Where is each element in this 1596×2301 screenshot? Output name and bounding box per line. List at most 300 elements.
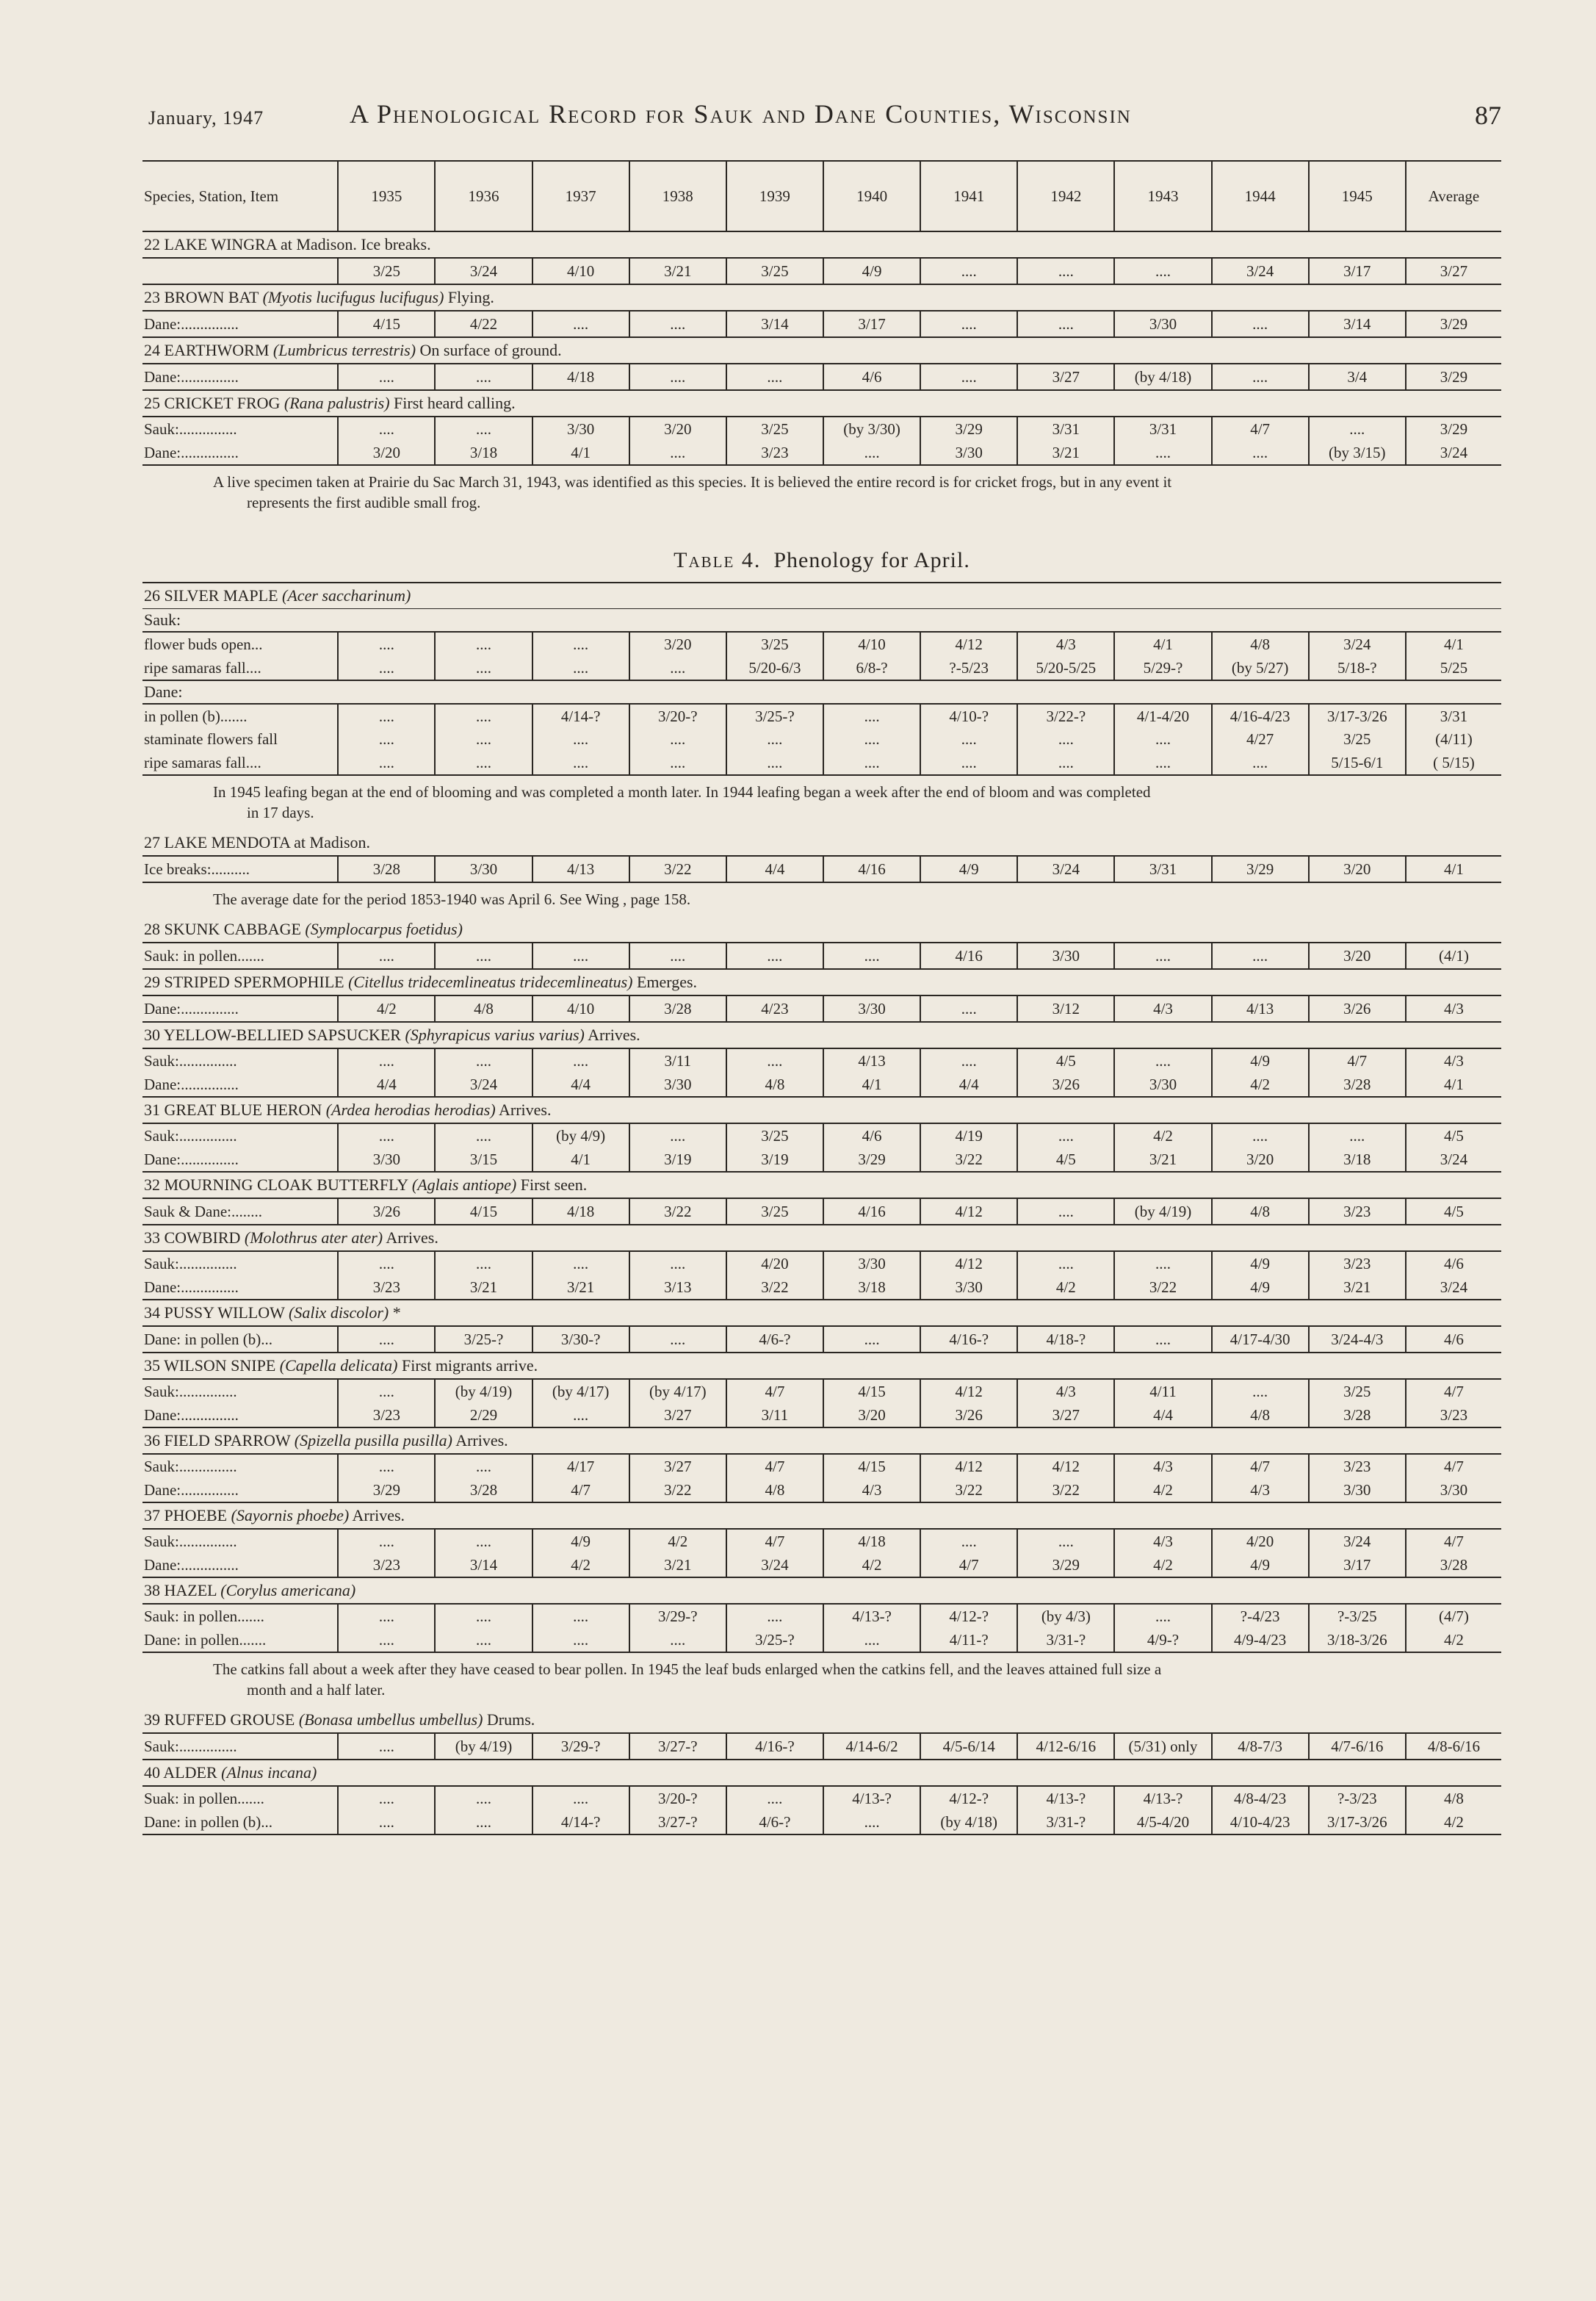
year-cell: 4/15: [338, 311, 435, 337]
note-text: [142, 775, 1501, 830]
year-cell: ....: [823, 1326, 920, 1353]
year-cell: ....: [532, 1403, 629, 1427]
year-cell: 5/15-6/1: [1309, 751, 1406, 775]
year-cell: 3/21: [1114, 1148, 1211, 1172]
year-cell: 3/20-?: [629, 704, 726, 728]
year-cell: 4/1: [1114, 632, 1211, 656]
species-event: Arrives.: [495, 1101, 552, 1119]
year-cell: 3/27: [629, 1454, 726, 1478]
row-label: Sauk:...............: [142, 1251, 338, 1275]
column-header-1945: 1945: [1309, 162, 1406, 231]
average-cell: 3/29: [1406, 311, 1501, 337]
year-cell: 3/24: [1212, 258, 1309, 284]
species-number: 22: [144, 235, 165, 253]
year-cell: 3/25: [726, 1198, 823, 1225]
year-cell: 3/29: [920, 417, 1017, 441]
average-cell: (4/11): [1406, 728, 1501, 751]
station-name: Sauk:: [142, 609, 1501, 633]
year-cell: 3/26: [920, 1403, 1017, 1427]
row-label: Dane:...............: [142, 1073, 338, 1097]
average-cell: 3/29: [1406, 417, 1501, 441]
species-name: LAKE MENDOTA: [164, 833, 295, 851]
species-name: SKUNK CABBAGE: [164, 920, 306, 938]
year-cell: 4/13-?: [823, 1604, 920, 1628]
species-title: [142, 1300, 1501, 1326]
year-cell: 3/22: [629, 856, 726, 882]
year-cell: ....: [629, 364, 726, 390]
year-cell: ....: [338, 364, 435, 390]
year-cell: ....: [1212, 364, 1309, 390]
species-title-row: [142, 1707, 1501, 1733]
row-label: in pollen (b).......: [142, 704, 338, 728]
year-cell: ....: [1114, 258, 1211, 284]
note-line: in 17 days.: [247, 804, 314, 821]
year-cell: 3/25: [726, 417, 823, 441]
year-cell: 4/9-?: [1114, 1628, 1211, 1652]
row-label: flower buds open...: [142, 632, 338, 656]
year-cell: 4/27: [1212, 728, 1309, 751]
year-cell: (by 4/18): [920, 1810, 1017, 1834]
table-row: [142, 1403, 1501, 1427]
species-event: Arrives.: [452, 1431, 508, 1450]
species-number: 39: [144, 1710, 165, 1729]
year-cell: 3/25-?: [726, 1628, 823, 1652]
species-name: YELLOW-BELLIED SAPSUCKER: [163, 1026, 405, 1044]
year-cell: 3/30-?: [532, 1326, 629, 1353]
species-number: 38: [144, 1581, 165, 1599]
row-label: [142, 258, 338, 284]
average-cell: 4/5: [1406, 1198, 1501, 1225]
year-cell: 3/18-3/26: [1309, 1628, 1406, 1652]
year-cell: 3/20: [338, 441, 435, 465]
table-row: [142, 311, 1501, 337]
year-cell: ....: [435, 632, 532, 656]
year-cell: 4/7: [1212, 417, 1309, 441]
year-cell: 4/4: [338, 1073, 435, 1097]
year-cell: 3/20: [629, 417, 726, 441]
species-name: LAKE WINGRA: [164, 235, 281, 253]
year-cell: ....: [1114, 1604, 1211, 1628]
year-cell: 3/30: [435, 856, 532, 882]
year-cell: 4/9: [1212, 1275, 1309, 1300]
year-cell: 4/13-?: [823, 1786, 920, 1810]
species-title: [142, 1172, 1501, 1198]
year-cell: 4/7: [1212, 1454, 1309, 1478]
year-cell: 4/9: [1212, 1553, 1309, 1577]
year-cell: ....: [338, 1251, 435, 1275]
year-cell: ....: [532, 1251, 629, 1275]
year-cell: 4/9: [823, 258, 920, 284]
year-cell: ....: [532, 1786, 629, 1810]
row-label: Dane:...............: [142, 441, 338, 465]
year-cell: 4/8: [1212, 632, 1309, 656]
species-title-row: [142, 231, 1501, 258]
species-event: Arrives.: [349, 1506, 405, 1524]
species-title-row: [142, 917, 1501, 943]
year-cell: ....: [338, 1379, 435, 1403]
station-subhead: [142, 609, 1501, 633]
year-cell: ....: [920, 995, 1017, 1022]
year-cell: 4/16-?: [920, 1326, 1017, 1353]
row-label: Dane: in pollen (b)...: [142, 1326, 338, 1353]
year-cell: 3/30: [1114, 1073, 1211, 1097]
year-cell: ....: [1309, 1123, 1406, 1148]
species-event: Flying.: [444, 288, 494, 306]
year-cell: 3/24: [726, 1553, 823, 1577]
year-cell: 3/31-?: [1017, 1628, 1114, 1652]
note-row: [142, 882, 1501, 917]
year-cell: 4/2: [823, 1553, 920, 1577]
species-event: *: [389, 1303, 401, 1322]
average-cell: 4/8-6/16: [1406, 1733, 1501, 1760]
year-cell: 4/22: [435, 311, 532, 337]
average-cell: 4/2: [1406, 1628, 1501, 1652]
year-cell: 3/24: [1309, 1529, 1406, 1553]
year-cell: 3/23: [338, 1553, 435, 1577]
year-cell: 4/6-?: [726, 1326, 823, 1353]
year-cell: ....: [920, 364, 1017, 390]
year-cell: 4/12: [920, 1379, 1017, 1403]
year-cell: 4/16: [823, 856, 920, 882]
year-cell: 3/29-?: [629, 1604, 726, 1628]
year-cell: 3/30: [823, 1251, 920, 1275]
year-cell: 4/20: [1212, 1529, 1309, 1553]
species-title: [142, 830, 1501, 856]
year-cell: ....: [823, 1810, 920, 1834]
year-cell: 4/8: [1212, 1198, 1309, 1225]
year-cell: 4/6: [823, 1123, 920, 1148]
year-cell: (by 3/30): [823, 417, 920, 441]
year-cell: 3/25: [726, 1123, 823, 1148]
year-cell: ....: [532, 656, 629, 680]
average-cell: 4/8: [1406, 1786, 1501, 1810]
species-number: 28: [144, 920, 165, 938]
year-cell: ....: [435, 1810, 532, 1834]
table-row: [142, 1810, 1501, 1834]
year-cell: 4/6-?: [726, 1810, 823, 1834]
year-cell: (by 4/18): [1114, 364, 1211, 390]
year-cell: ....: [338, 1326, 435, 1353]
note-line: A live specimen taken at Prairie du Sac March 31, 1943, was identified as this species. It is believed the entire record is for cricket frogs, but in any event it: [213, 473, 1172, 491]
year-cell: 3/29-?: [532, 1733, 629, 1760]
year-cell: 4/14-6/2: [823, 1733, 920, 1760]
year-cell: ....: [338, 728, 435, 751]
table-row: [142, 1198, 1501, 1225]
species-title: [142, 1577, 1501, 1604]
year-cell: ....: [629, 1628, 726, 1652]
average-cell: 4/5: [1406, 1123, 1501, 1148]
year-cell: ....: [1212, 311, 1309, 337]
year-cell: ....: [1212, 751, 1309, 775]
year-cell: ....: [435, 364, 532, 390]
row-label: Sauk: in pollen.......: [142, 943, 338, 969]
year-cell: 4/7: [726, 1379, 823, 1403]
year-cell: 4/4: [532, 1073, 629, 1097]
species-title: [142, 1427, 1501, 1454]
table-row: [142, 1123, 1501, 1148]
year-cell: 3/28: [1309, 1403, 1406, 1427]
species-scientific-name: (Capella delicata): [279, 1356, 398, 1375]
year-cell: ....: [1309, 417, 1406, 441]
year-cell: ....: [629, 751, 726, 775]
year-cell: ....: [1114, 1048, 1211, 1073]
year-cell: 3/21: [435, 1275, 532, 1300]
table-row: [142, 441, 1501, 465]
year-cell: 4/4: [726, 856, 823, 882]
species-title-row: [142, 830, 1501, 856]
year-cell: ....: [1017, 258, 1114, 284]
column-header-1937: 1937: [532, 162, 629, 231]
year-cell: 4/4: [920, 1073, 1017, 1097]
year-cell: ....: [338, 656, 435, 680]
year-cell: 3/14: [435, 1553, 532, 1577]
year-cell: 3/21: [1017, 441, 1114, 465]
year-cell: 3/20: [1212, 1148, 1309, 1172]
average-cell: (4/7): [1406, 1604, 1501, 1628]
species-title: [142, 1502, 1501, 1529]
species-scientific-name: (Aglais antiope): [411, 1175, 517, 1194]
year-cell: 3/31: [1114, 856, 1211, 882]
year-cell: 3/24: [1017, 856, 1114, 882]
year-cell: ....: [726, 1048, 823, 1073]
year-cell: 3/20: [1309, 943, 1406, 969]
year-cell: 4/16: [920, 943, 1017, 969]
year-cell: 4/12-6/16: [1017, 1733, 1114, 1760]
species-title: [142, 917, 1501, 943]
year-cell: 4/7: [726, 1529, 823, 1553]
species-event: at Madison. Ice breaks.: [280, 235, 431, 253]
year-cell: ....: [920, 311, 1017, 337]
year-cell: 4/13: [532, 856, 629, 882]
species-title-row: [142, 1353, 1501, 1379]
year-cell: 3/11: [726, 1403, 823, 1427]
year-cell: 4/9: [532, 1529, 629, 1553]
species-name: SILVER MAPLE: [164, 586, 283, 605]
year-cell: ....: [1212, 441, 1309, 465]
year-cell: 3/14: [726, 311, 823, 337]
column-header-species: Species, Station, Item: [142, 162, 338, 231]
row-label: Dane:...............: [142, 995, 338, 1022]
average-cell: 3/28: [1406, 1553, 1501, 1577]
species-event: Arrives.: [383, 1228, 438, 1247]
year-cell: 4/13: [823, 1048, 920, 1073]
species-scientific-name: (Salix discolor): [289, 1303, 389, 1322]
species-title: [142, 390, 1501, 417]
species-scientific-name: (Citellus tridecemlineatus tridecemlineatus): [348, 973, 633, 991]
year-cell: 4/18: [532, 364, 629, 390]
year-cell: ....: [532, 1048, 629, 1073]
year-cell: ....: [1017, 1198, 1114, 1225]
running-head-title: A Phenological Record for Sauk and Dane Counties, Wisconsin: [350, 99, 1132, 129]
year-cell: 3/31: [1017, 417, 1114, 441]
species-event: First heard calling.: [389, 394, 516, 412]
year-cell: 3/14: [1309, 311, 1406, 337]
species-name: CRICKET FROG: [164, 394, 284, 412]
year-cell: 3/25: [726, 258, 823, 284]
page-number: 87: [1475, 101, 1501, 130]
year-cell: ....: [1212, 1123, 1309, 1148]
year-cell: ....: [338, 704, 435, 728]
station-name: Dane:: [142, 680, 1501, 704]
year-cell: 3/22: [1114, 1275, 1211, 1300]
row-label: Dane: in pollen.......: [142, 1628, 338, 1652]
species-scientific-name: (Lumbricus terrestris): [272, 341, 416, 359]
year-cell: ....: [823, 1628, 920, 1652]
year-cell: 3/17: [1309, 258, 1406, 284]
year-cell: 3/21: [1309, 1275, 1406, 1300]
year-cell: 4/3: [1017, 1379, 1114, 1403]
year-cell: 3/18: [435, 441, 532, 465]
row-label: Dane: in pollen (b)...: [142, 1810, 338, 1834]
species-number: 31: [144, 1101, 165, 1119]
year-cell: 4/2: [1114, 1553, 1211, 1577]
year-cell: ....: [920, 1529, 1017, 1553]
year-cell: ....: [1017, 311, 1114, 337]
year-cell: 4/3: [1114, 1454, 1211, 1478]
row-label: Ice breaks:..........: [142, 856, 338, 882]
note-line: month and a half later.: [247, 1681, 386, 1699]
year-cell: 4/5-4/20: [1114, 1810, 1211, 1834]
year-cell: 3/22-?: [1017, 704, 1114, 728]
year-cell: 4/16-4/23: [1212, 704, 1309, 728]
year-cell: 4/13-?: [1114, 1786, 1211, 1810]
year-cell: ....: [338, 417, 435, 441]
species-title: [142, 969, 1501, 995]
year-cell: 4/15: [823, 1379, 920, 1403]
year-cell: 3/30: [629, 1073, 726, 1097]
year-cell: 3/30: [1114, 311, 1211, 337]
species-number: 40: [144, 1763, 164, 1782]
year-cell: 3/25-?: [726, 704, 823, 728]
species-scientific-name: (Molothrus ater ater): [244, 1228, 383, 1247]
species-number: 37: [144, 1506, 165, 1524]
year-cell: 4/2: [1114, 1123, 1211, 1148]
average-cell: 4/7: [1406, 1454, 1501, 1478]
year-cell: ....: [435, 1529, 532, 1553]
year-cell: 4/9-4/23: [1212, 1628, 1309, 1652]
year-cell: ....: [823, 728, 920, 751]
year-cell: 4/2: [532, 1553, 629, 1577]
year-cell: ....: [435, 751, 532, 775]
species-number: 34: [144, 1303, 165, 1322]
year-cell: 3/18: [823, 1275, 920, 1300]
species-title-row: [142, 1022, 1501, 1048]
year-cell: ....: [338, 1454, 435, 1478]
table-row: [142, 1326, 1501, 1353]
row-label: Dane:...............: [142, 1275, 338, 1300]
table-header-row: [142, 162, 1501, 231]
year-cell: ....: [726, 1604, 823, 1628]
species-title-row: [142, 284, 1501, 311]
year-cell: 4/16: [823, 1198, 920, 1225]
species-title: [142, 284, 1501, 311]
year-cell: 4/9: [1212, 1251, 1309, 1275]
species-scientific-name: (Bonasa umbellus umbellus): [298, 1710, 483, 1729]
year-cell: 3/28: [629, 995, 726, 1022]
note-line: represents the first audible small frog.: [247, 494, 481, 511]
species-name: ALDER: [163, 1763, 222, 1782]
column-header-1936: 1936: [435, 162, 532, 231]
year-cell: 3/22: [1017, 1478, 1114, 1502]
phenology-table-march: [142, 162, 1501, 520]
note-text: [142, 882, 1501, 917]
year-cell: 3/25: [726, 632, 823, 656]
table-row: [142, 258, 1501, 284]
species-title: [142, 231, 1501, 258]
year-cell: 3/20: [823, 1403, 920, 1427]
year-cell: 3/25: [338, 258, 435, 284]
year-cell: 3/20: [1309, 856, 1406, 882]
year-cell: 5/29-?: [1114, 656, 1211, 680]
species-name: PHOEBE: [164, 1506, 231, 1524]
phenology-table-april: [142, 582, 1501, 1835]
station-subhead: [142, 680, 1501, 704]
species-name: RUFFED GROUSE: [164, 1710, 299, 1729]
year-cell: ....: [920, 1048, 1017, 1073]
year-cell: 3/24-4/3: [1309, 1326, 1406, 1353]
note-row: [142, 1652, 1501, 1707]
row-label: Dane:...............: [142, 1148, 338, 1172]
table-row: [142, 632, 1501, 656]
note-text: [142, 1652, 1501, 1707]
year-cell: ....: [1212, 1379, 1309, 1403]
table-row: [142, 751, 1501, 775]
species-event: Drums.: [483, 1710, 535, 1729]
year-cell: 3/27-?: [629, 1733, 726, 1760]
running-head-date: January, 1947: [148, 107, 264, 129]
year-cell: 4/2: [338, 995, 435, 1022]
species-name: STRIPED SPERMOPHILE: [164, 973, 349, 991]
column-header-1939: 1939: [726, 162, 823, 231]
average-cell: 4/6: [1406, 1326, 1501, 1353]
average-cell: ( 5/15): [1406, 751, 1501, 775]
year-cell: 4/13: [1212, 995, 1309, 1022]
year-cell: ....: [629, 656, 726, 680]
species-number: 26: [144, 586, 165, 605]
year-cell: 3/23: [1309, 1198, 1406, 1225]
year-cell: (by 4/17): [532, 1379, 629, 1403]
year-cell: ....: [435, 1454, 532, 1478]
species-number: 35: [144, 1356, 165, 1375]
year-cell: 3/24: [1309, 632, 1406, 656]
year-cell: ....: [726, 728, 823, 751]
year-cell: 4/3: [1114, 995, 1211, 1022]
row-label: Sauk: in pollen.......: [142, 1604, 338, 1628]
year-cell: 3/22: [726, 1275, 823, 1300]
year-cell: ....: [726, 943, 823, 969]
species-title-row: [142, 1172, 1501, 1198]
table-row: [142, 943, 1501, 969]
table-row: [142, 704, 1501, 728]
year-cell: 3/30: [823, 995, 920, 1022]
species-event: Arrives.: [584, 1026, 640, 1044]
year-cell: ....: [629, 943, 726, 969]
average-cell: (4/1): [1406, 943, 1501, 969]
year-cell: 3/25: [1309, 1379, 1406, 1403]
year-cell: 3/29: [338, 1478, 435, 1502]
year-cell: 4/7: [1309, 1048, 1406, 1073]
year-cell: ....: [435, 1604, 532, 1628]
year-cell: 3/25: [1309, 728, 1406, 751]
table-row: [142, 364, 1501, 390]
column-header-1944: 1944: [1212, 162, 1309, 231]
average-cell: 4/1: [1406, 1073, 1501, 1097]
year-cell: 3/13: [629, 1275, 726, 1300]
year-cell: 4/10: [823, 632, 920, 656]
year-cell: 3/27: [629, 1403, 726, 1427]
average-cell: 4/6: [1406, 1251, 1501, 1275]
species-name: WILSON SNIPE: [164, 1356, 280, 1375]
